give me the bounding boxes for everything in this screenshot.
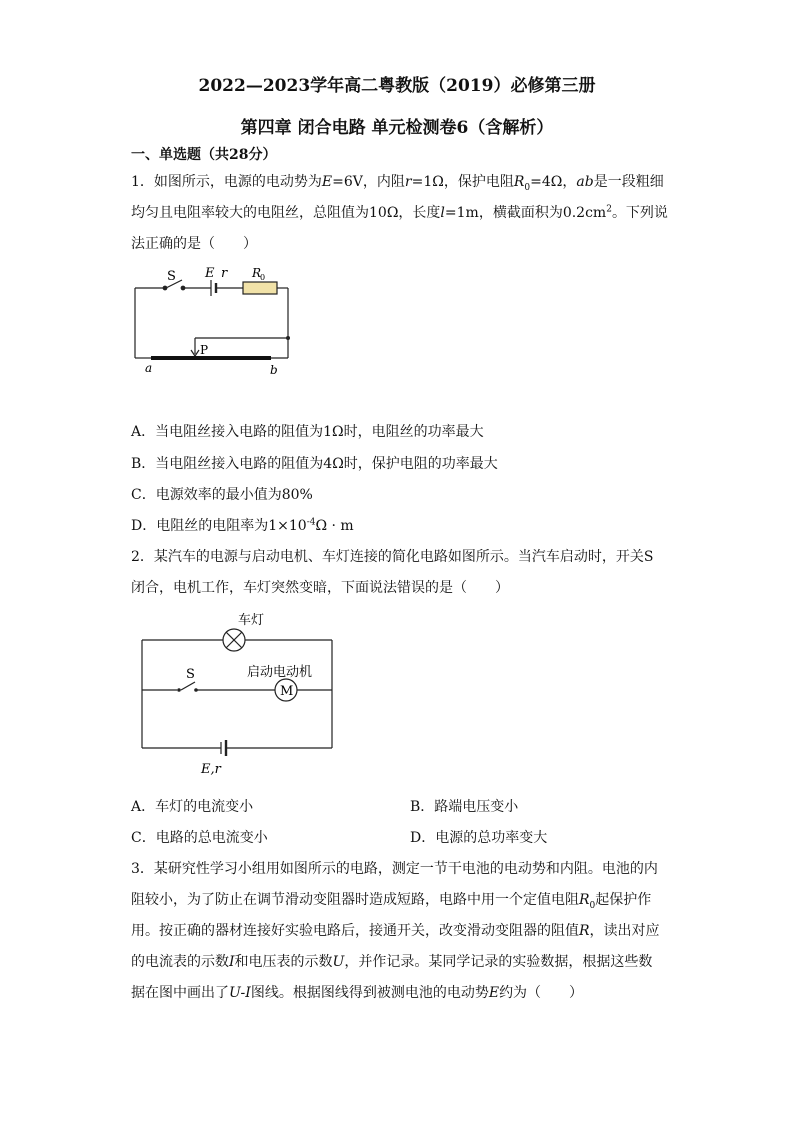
motor-symbol: M — [280, 684, 294, 699]
q1-circuit-diagram — [125, 262, 305, 380]
exam-title-line1: 2022—2023学年高二粤教版（2019）必修第三册 — [198, 76, 596, 96]
q1-line3: 法正确的是（ ） — [131, 236, 257, 252]
switch-label: S — [186, 667, 195, 682]
exam-title-line2: 第四章 闭合电路 单元检测卷6（含解析） — [240, 118, 554, 138]
q1-line1: 1．如图所示，电源的电动势为E=6V，内阻r=1Ω，保护电阻$R_0=4\Omega$，ab是一段粗细 — [131, 174, 664, 193]
section-heading: 一、单选题（共28分） — [131, 147, 277, 163]
q1-line2: 均匀且电阻率较大的电阻丝，总阻值为10Ω，长度l=1m，横截面积为$0.2cm^2$。下列说 — [131, 204, 668, 221]
junction-dot — [286, 336, 290, 340]
end-a-label: a — [145, 361, 153, 375]
battery-label: E,r — [201, 762, 221, 777]
resistor-label-sub: 0 — [260, 273, 266, 282]
q3-line5: 据在图中画出了U-I图线。根据图线得到被测电池的电动势E约为（ ） — [131, 985, 584, 1001]
q3-line4: 的电流表的示数I和电压表的示数U，并作记录。某同学记录的实验数据，根据这些数 — [131, 954, 653, 970]
slider-label: P — [200, 343, 209, 357]
q3-line3: 用。按正确的器材连接好实验电路后，接通开关，改变滑动变阻器的阻值R，读出对应 — [131, 923, 660, 939]
q2-option-b: B．路端电压变小 — [410, 799, 519, 815]
switch-contact — [194, 688, 198, 692]
resistor-label: R — [252, 266, 262, 280]
q3-line2: 阻较小，为了防止在调节滑动变阻器时造成短路，电路中用一个定值电阻$R_0$起保护作 — [131, 892, 652, 911]
q1-option-a: A．当电阻丝接入电路的阻值为1Ω时，电阻丝的功率最大 — [131, 424, 484, 440]
q1-option-d: D．电阻丝的电阻率为$1\times 10^{-4}\Omega \cdot m$ — [131, 517, 354, 534]
q2-line1: 2．某汽车的电源与启动电机、车灯连接的简化电路如图所示。当汽车启动时，开关S — [131, 549, 654, 565]
q2-option-d: D．电源的总功率变大 — [410, 830, 548, 846]
lamp-label: 车灯 — [238, 613, 265, 628]
q2-option-c: C．电路的总电流变小 — [131, 830, 268, 846]
emf-label: E — [205, 266, 215, 281]
end-b-label: b — [270, 363, 278, 377]
internal-resistance-label: r — [221, 266, 228, 281]
motor-label: 启动电动机 — [247, 665, 313, 680]
q2-option-a: A．车灯的电流变小 — [131, 799, 254, 815]
q2-circuit-diagram — [135, 612, 345, 782]
switch-pivot — [177, 688, 181, 692]
q2-line2: 闭合，电机工作，车灯突然变暗，下面说法错误的是（ ） — [131, 580, 509, 596]
resistance-wire — [151, 356, 271, 360]
q1-option-c: C．电源效率的最小值为80% — [131, 487, 313, 503]
switch-label: S — [167, 269, 176, 284]
q3-line1: 3．某研究性学习小组用如图所示的电路，测定一节干电池的电动势和内阻。电池的内 — [131, 861, 658, 877]
q1-option-b: B．当电阻丝接入电路的阻值为4Ω时，保护电阻的功率最大 — [131, 456, 498, 472]
